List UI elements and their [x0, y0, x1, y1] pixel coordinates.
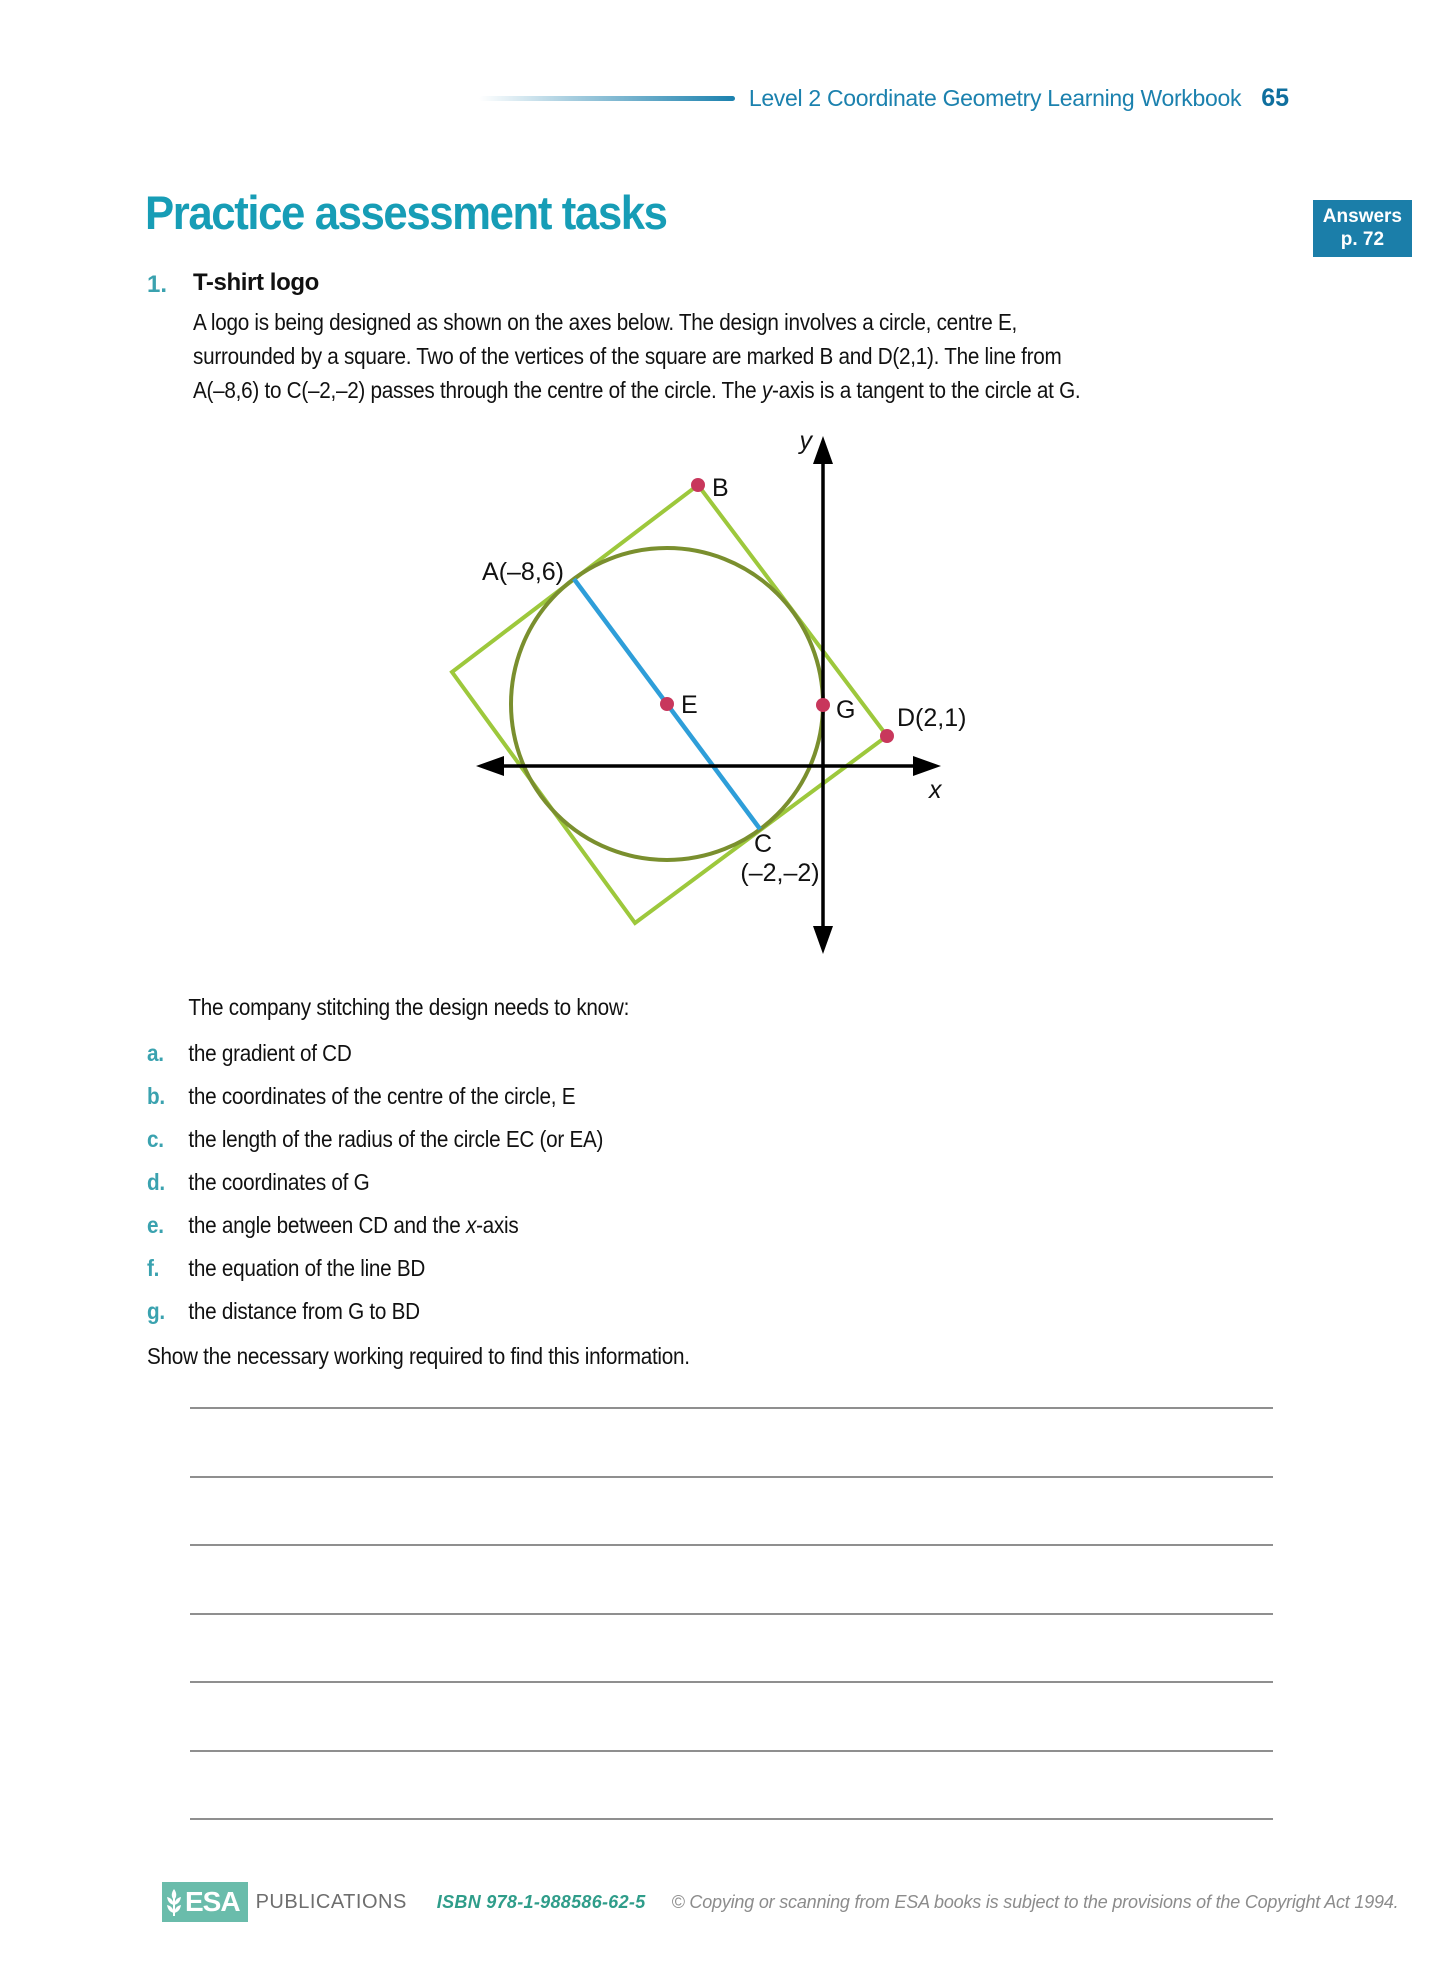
answer-line: [190, 1818, 1273, 1820]
point-b-label: B: [712, 474, 729, 502]
x-axis-right-arrow-icon: [913, 756, 941, 776]
point-c-label: C: [753, 830, 773, 858]
y-axis-up-arrow-icon: [813, 436, 833, 464]
point-g-dot: [816, 698, 830, 712]
x-axis-label: x: [929, 776, 942, 804]
copyright-text: © Copying or scanning from ESA books is subject to the provisions of the Copyright Act 1994.: [671, 1891, 1399, 1912]
task-item: [147, 1032, 1047, 1075]
geometry-figure: [380, 415, 1020, 990]
task-item: [147, 1161, 1047, 1204]
intro-line-3: A(–8,6) to C(–2,–2) passes through the centre of the circle. The y-axis is a tangent to the circle at G.: [193, 377, 1081, 403]
tasks-section: [147, 992, 1047, 1372]
answer-lines: [190, 1407, 1273, 1887]
answers-badge-line1: Answers: [1322, 206, 1402, 227]
answer-line: [190, 1544, 1273, 1546]
task-item-text: the length of the radius of the circle EC (or EA): [188, 1126, 604, 1152]
intro-line-2: surrounded by a square. Two of the vertices of the square are marked B and D(2,1). The line from: [193, 343, 1062, 369]
point-d-dot: [880, 729, 894, 743]
tasks-lead-in: The company stitching the design needs to know:: [188, 994, 630, 1020]
point-c-coords-label: (–2,–2): [740, 859, 820, 887]
task-item-letter: c.: [147, 1126, 164, 1152]
intro-line-1: A logo is being designed as shown on the axes below. The design involves a circle, centre E,: [193, 309, 1018, 335]
answer-line: [190, 1476, 1273, 1478]
task-item-letter: a.: [147, 1040, 164, 1066]
task-item: [147, 1204, 1047, 1247]
tasks-outro: Show the necessary working required to find this information.: [147, 1343, 690, 1369]
x-axis-left-arrow-icon: [476, 756, 504, 776]
esa-leaf-icon: [166, 1887, 182, 1917]
point-b-dot: [691, 478, 705, 492]
page-header: [479, 84, 1289, 113]
book-title: Level 2 Coordinate Geometry Learning Workbook: [748, 85, 1242, 111]
task-item-text: the coordinates of G: [188, 1169, 370, 1195]
task-item: [147, 1075, 1047, 1118]
point-e-dot: [660, 697, 674, 711]
y-axis-down-arrow-icon: [813, 926, 833, 954]
publications-label: PUBLICATIONS: [255, 1890, 407, 1913]
isbn-text: ISBN 978-1-988586-62-5: [436, 1891, 646, 1912]
task-item-text: the distance from G to BD: [188, 1298, 420, 1324]
header-rule: [479, 96, 735, 101]
question-title: T-shirt logo: [193, 269, 319, 296]
question-number: 1.: [147, 271, 168, 298]
task-item-text: the equation of the line BD: [188, 1255, 426, 1281]
point-g-label: G: [836, 696, 856, 724]
task-item: [147, 1290, 1047, 1333]
answers-badge-line2: p. 72: [1340, 229, 1385, 250]
answer-line: [190, 1407, 1273, 1409]
task-item-letter: b.: [147, 1083, 165, 1109]
answer-line: [190, 1613, 1273, 1615]
task-item: [147, 1247, 1047, 1290]
point-a-label: A(–8,6): [482, 558, 564, 586]
task-item-letter: g.: [147, 1298, 165, 1324]
point-e-label: E: [681, 691, 698, 719]
task-item-text: the angle between CD and the x-axis: [188, 1212, 519, 1238]
point-d-label: D(2,1): [897, 704, 967, 732]
y-axis-label: y: [799, 427, 812, 455]
task-item-letter: d.: [147, 1169, 165, 1195]
task-item: [147, 1118, 1047, 1161]
page-title: Practice assessment tasks: [145, 186, 667, 239]
esa-logo-text: ESA: [185, 1886, 240, 1917]
esa-logo: [162, 1882, 248, 1922]
question-intro: [193, 305, 1080, 407]
page-footer: [162, 1882, 1398, 1922]
answers-badge: [1313, 200, 1412, 257]
task-item-letter: f.: [147, 1255, 160, 1281]
answer-line: [190, 1750, 1273, 1752]
task-item-letter: e.: [147, 1212, 164, 1238]
task-item-text: the coordinates of the centre of the circle, E: [188, 1083, 576, 1109]
task-item-text: the gradient of CD: [188, 1040, 352, 1066]
answer-line: [190, 1681, 1273, 1683]
page-number: 65: [1261, 84, 1289, 112]
task-list: [147, 1032, 1047, 1333]
